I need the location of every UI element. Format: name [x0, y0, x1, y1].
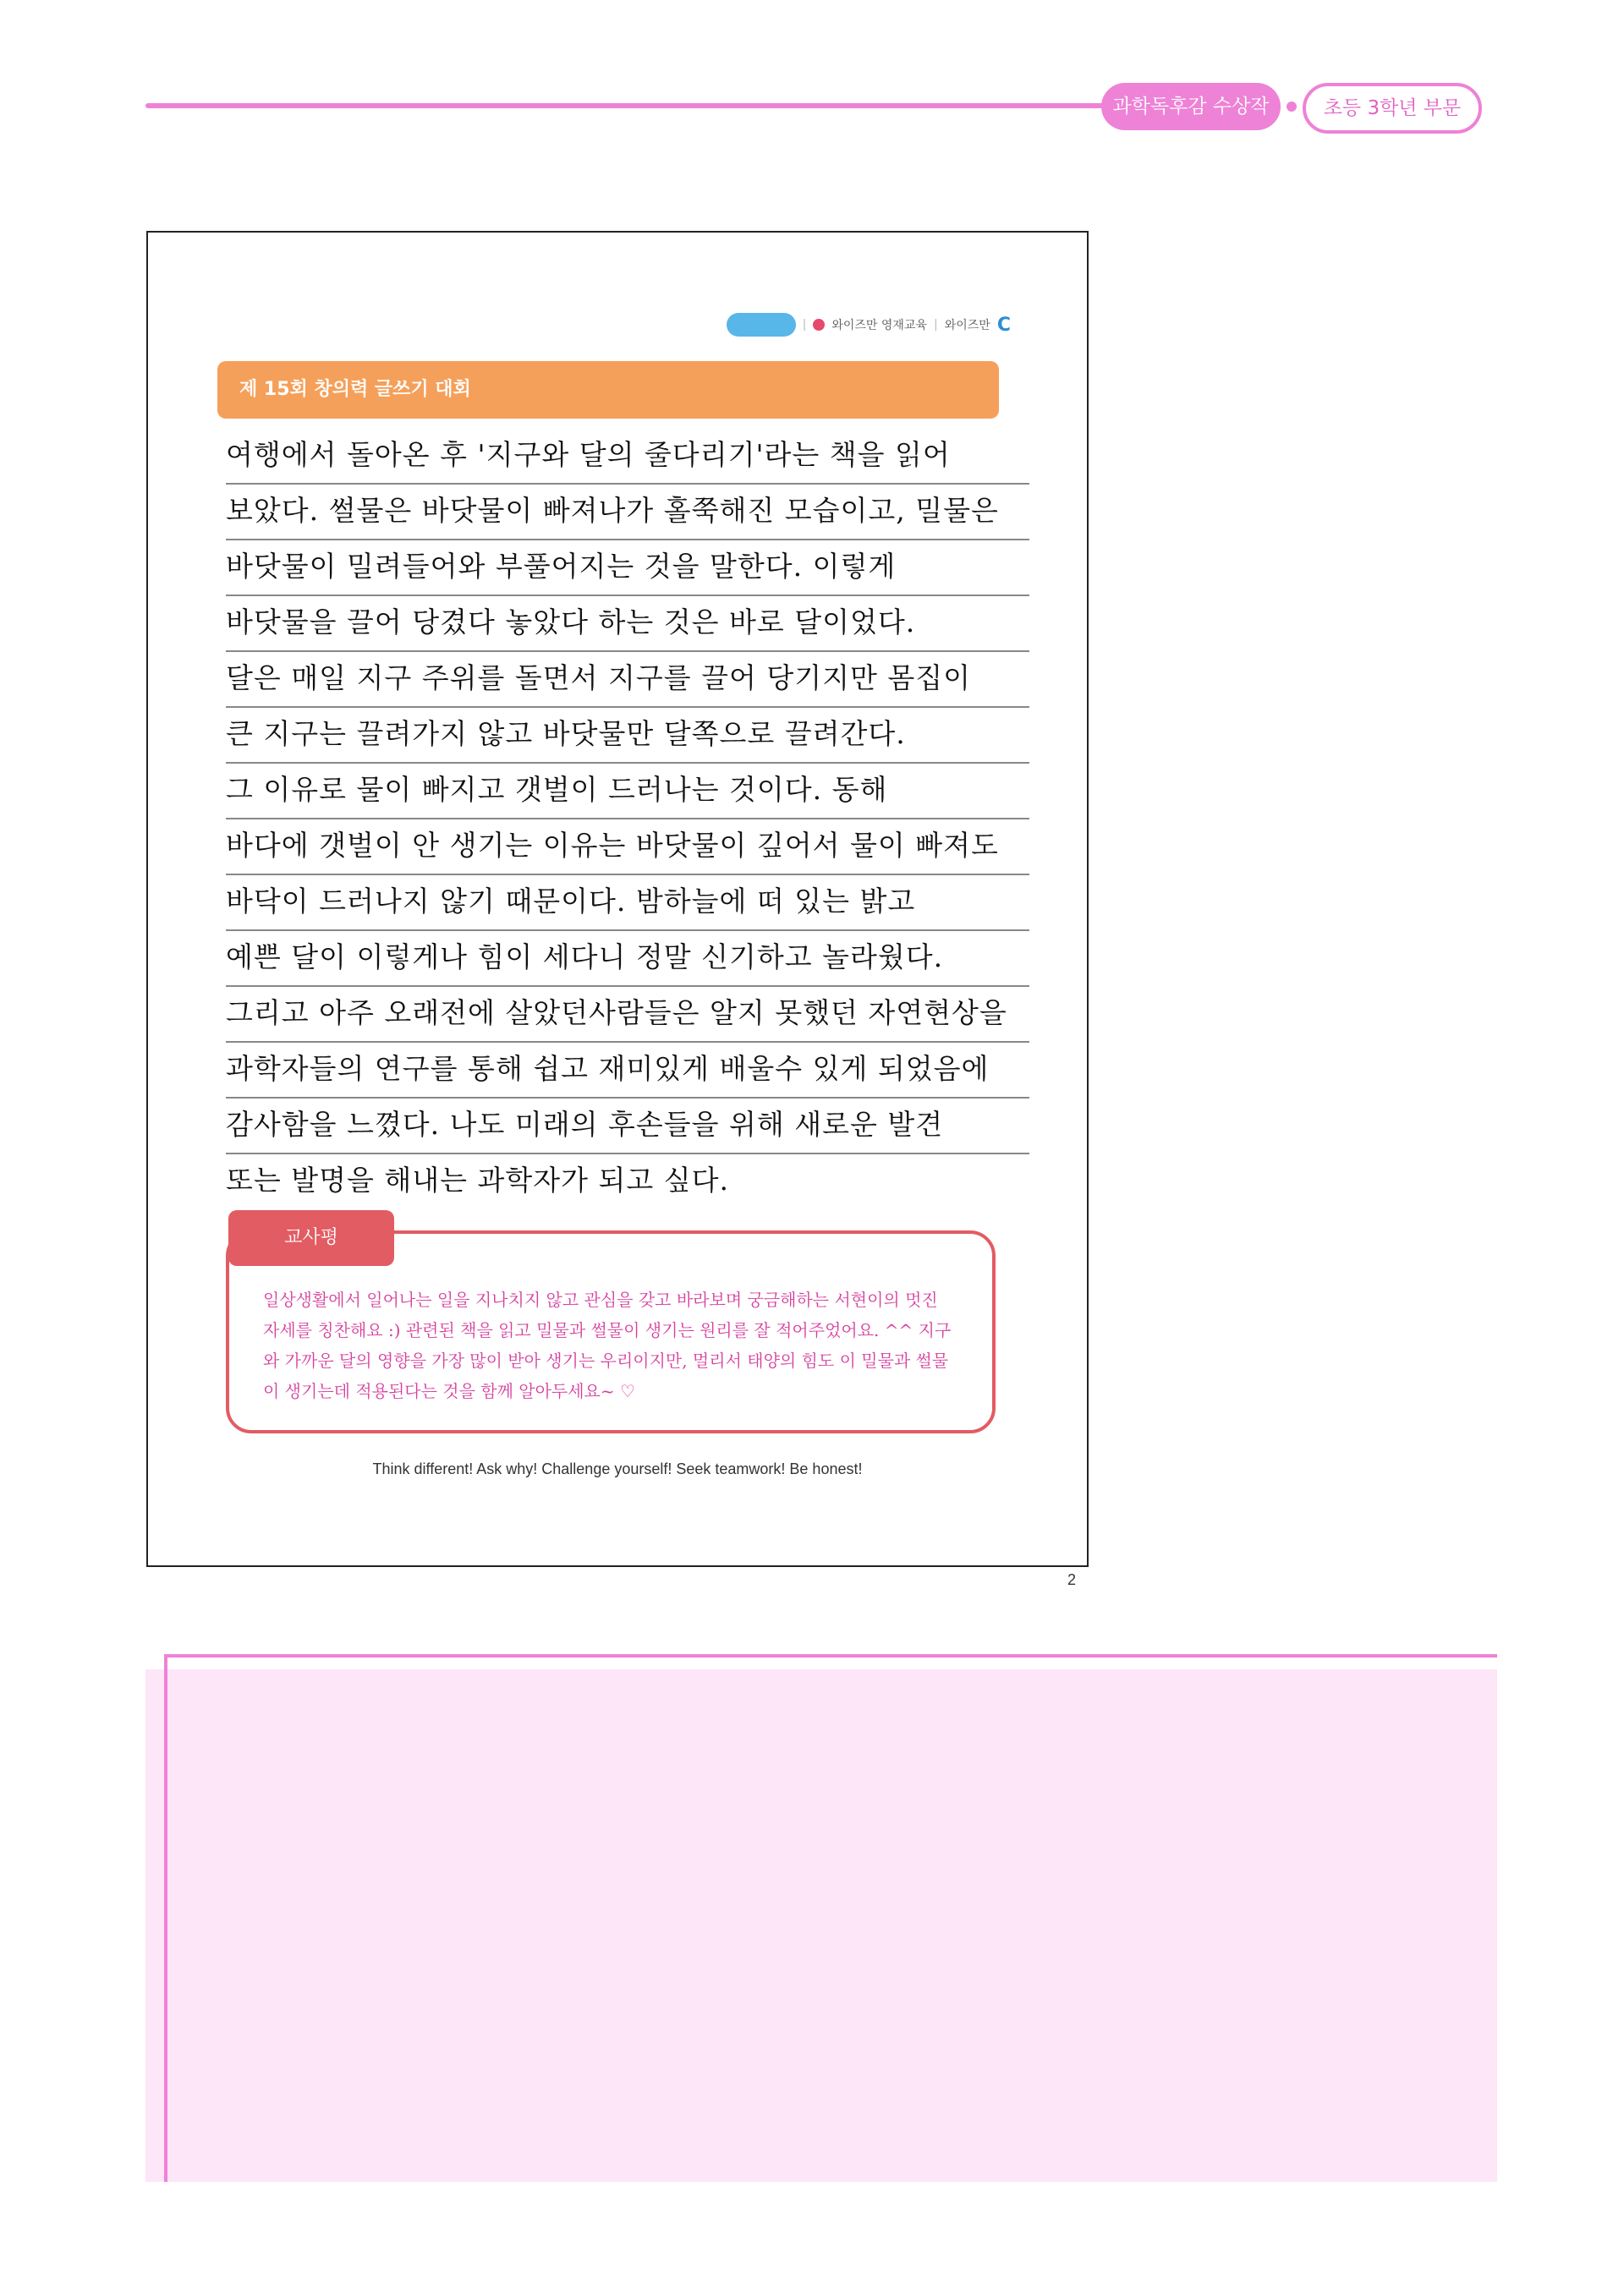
teacher-comment-text: 일상생활에서 일어나는 일을 지나치지 않고 관심을 갖고 바라보며 궁금해하는 서현이의 멋진 자세를 칭찬해요 :) 관련된 책을 읽고 밀물과 썰물이 생기는 원리를 잘 적어주었어요. ^^ 지구와 가까운 달의 영향을 가장 많이 받아 생기는 우리이지만, 멀리서 태양의 힘도 이 밀물과 썰물이 생기는데 적용된다는 것을 함께 알아두세요~ ♡: [263, 1290, 952, 1401]
essay-line: 여행에서 돌아온 후 '지구와 달의 줄다리기'라는 책을 읽어: [226, 429, 1029, 485]
contest-title-banner: 제 15회 창의력 글쓰기 대회: [217, 361, 999, 419]
essay-line: 예쁜 달이 이렇게나 힘이 세다니 정말 신기하고 놀라웠다.: [226, 931, 1029, 987]
category-tag: 과학독후감 수상작: [1101, 83, 1281, 130]
essay-line: 큰 지구는 끌려가지 않고 바닷물만 달쪽으로 끌려간다.: [226, 708, 1029, 764]
essay-line: 바닷물이 밀려들어와 부풀어지는 것을 말한다. 이렇게: [226, 540, 1029, 596]
wiseman-logo-icon: [813, 319, 825, 331]
essay-line: 감사함을 느꼈다. 나도 미래의 후손들을 위해 새로운 발견: [226, 1099, 1029, 1154]
motto-text: Think different! Ask why! Challenge yourself! Seek teamwork! Be honest!: [372, 1460, 863, 1477]
essay-line: 그리고 아주 오래전에 살았던사람들은 알지 못했던 자연현상을: [226, 987, 1029, 1043]
grade-tag: 초등 3학년 부문: [1303, 83, 1482, 134]
essay-line: 과학자들의 연구를 통해 쉽고 재미있게 배울수 있게 되었음에: [226, 1043, 1029, 1099]
tag-separator-dot: [1287, 101, 1297, 112]
header-rule: [145, 103, 1118, 108]
essay-line: 보았다. 썰물은 바닷물이 빠져나가 홀쭉해진 모습이고, 밀물은: [226, 485, 1029, 540]
sponsor-logos: | 와이즈만 영재교육 | 와이즈만 C: [727, 313, 1011, 337]
essay-line: 바닷물을 끌어 당겼다 놓았다 하는 것은 바로 달이었다.: [226, 596, 1029, 652]
essay-line: 바다에 갯벌이 안 생기는 이유는 바닷물이 깊어서 물이 빠져도: [226, 819, 1029, 875]
essay-line: 또는 발명을 해내는 과학자가 되고 싶다.: [226, 1164, 729, 1197]
pink-panel-top-rule: [164, 1654, 1497, 1658]
sponsor-name-1: 와이즈만 영재교육: [831, 319, 928, 332]
essay-line: 달은 매일 지구 주위를 돌면서 지구를 끌어 당기지만 몸집이: [226, 652, 1029, 708]
sponsor-logo-icon: [727, 313, 796, 337]
essay-line: 그 이유로 물이 빠지고 갯벌이 드러나는 것이다. 동해: [226, 764, 1029, 819]
essay-line: 바닥이 드러나지 않기 때문이다. 밤하늘에 떠 있는 밝고: [226, 875, 1029, 931]
sponsor-name-2: 와이즈만: [944, 319, 990, 332]
scanned-essay-page: [146, 231, 1089, 1567]
cnf-logo-icon: C: [996, 314, 1011, 336]
pink-panel-left-rule: [164, 1654, 167, 2182]
blank-pink-panel: [145, 1669, 1497, 2182]
handwritten-essay: [226, 429, 1029, 1210]
page-number: 2: [1067, 1571, 1077, 1588]
teacher-comment-label: 교사평: [228, 1210, 394, 1266]
